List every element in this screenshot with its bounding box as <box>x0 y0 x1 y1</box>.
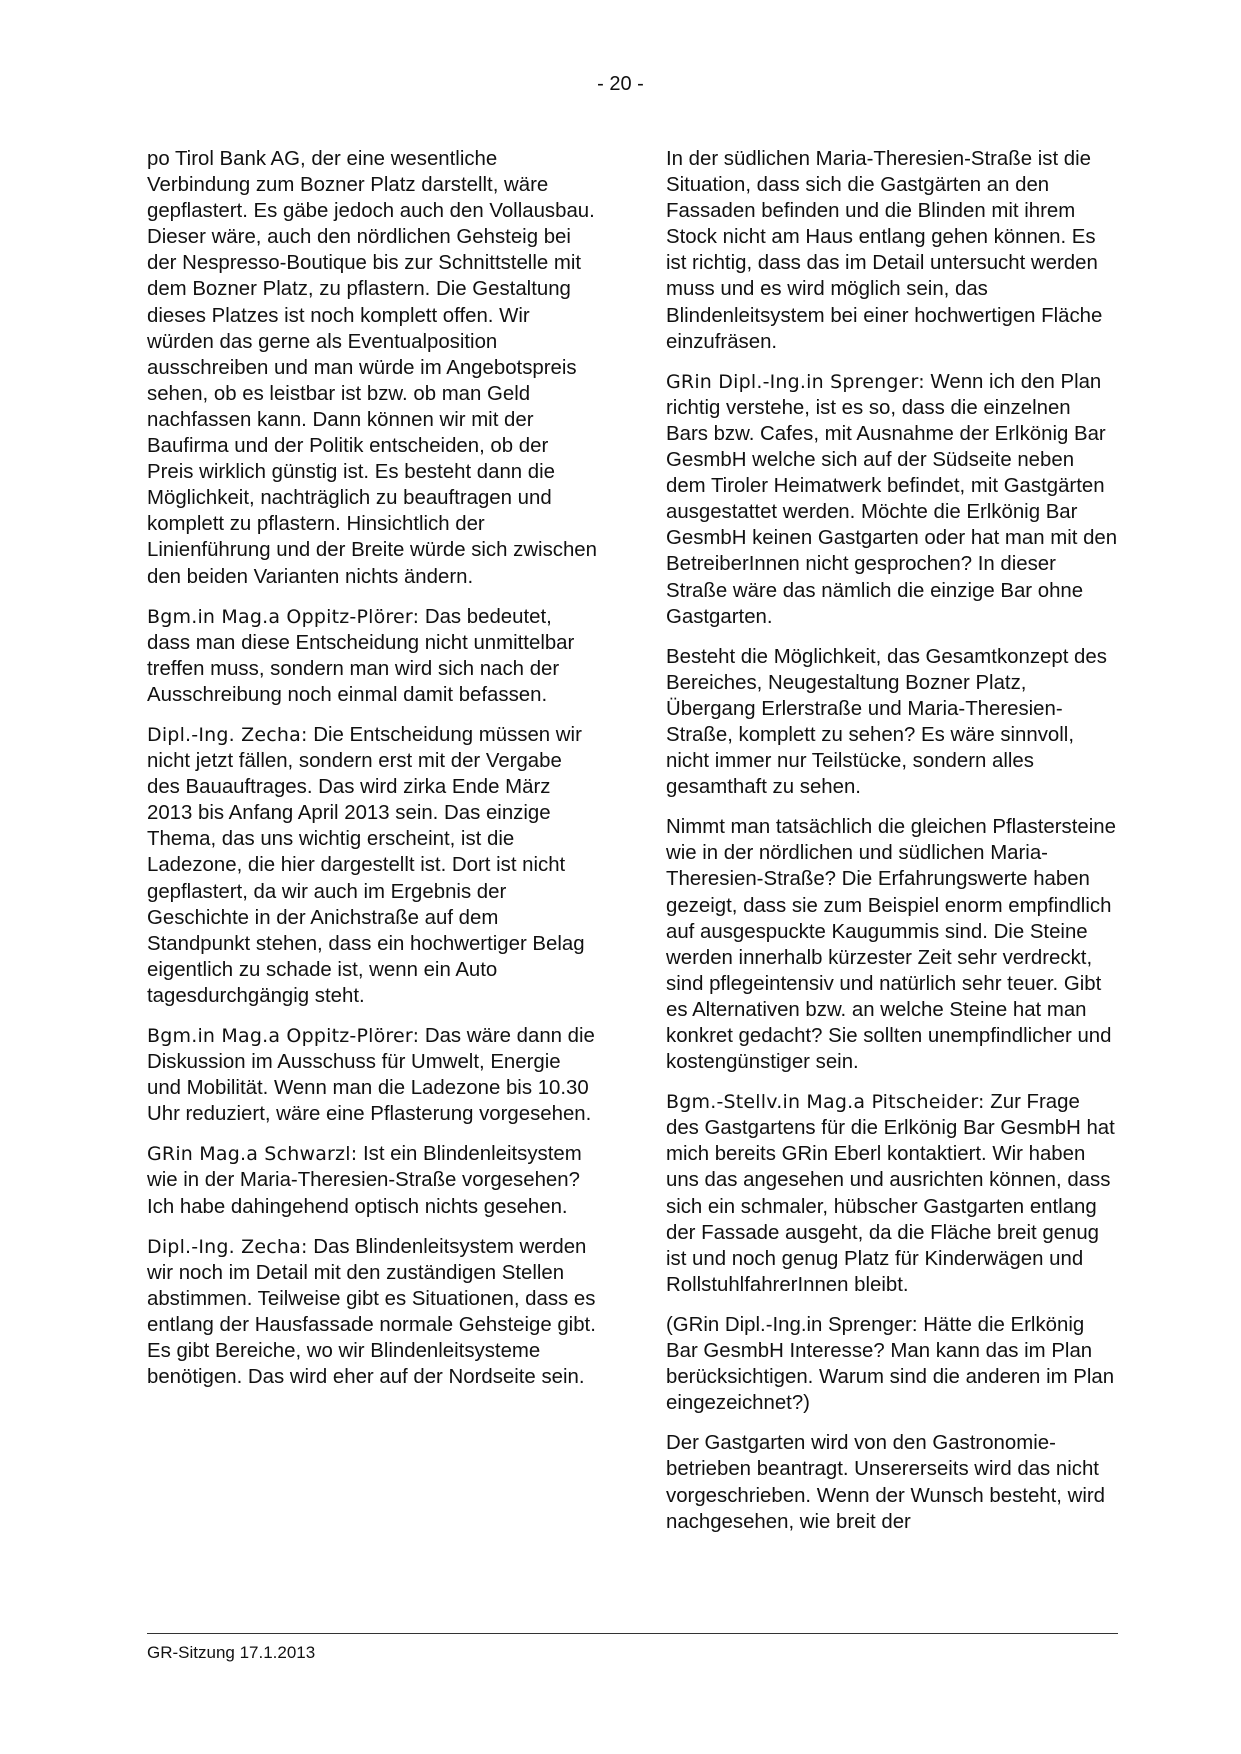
paragraph <box>666 1430 1118 1534</box>
paragraph-text: Das Blindenleitsystem werden wir noch im Detail mit den zuständigen Stellen abstimmen. Teilweise gibt es Situationen, dass es entlang der Hausfassade normale Gehsteige gibt. Es gibt Bereiche, wo wir Blindenleitsysteme benötigen. Das wird eher auf der Nordseite sein. <box>147 1235 596 1389</box>
paragraph-text: Das wäre dann die Diskussion im Ausschuss für Umwelt, Energie und Mobilität. Wenn man die Ladezone bis 10.30 Uhr reduziert, wäre eine Pflasterung vorgesehen. <box>147 1025 595 1126</box>
paragraph-text: Der Gastgarten wird von den Gastronomiebetrieben beantragt. Unsererseits wird das nicht vorgeschrieben. Wenn der Wunsch besteht, wird nachgesehen, wie breit der <box>666 1432 1106 1533</box>
paragraph <box>666 1089 1118 1298</box>
speaker-name: GRin Dipl.-Ing.in Sprenger: <box>666 370 925 393</box>
paragraph <box>666 369 1118 630</box>
paragraph <box>147 146 599 590</box>
paragraph <box>666 1312 1118 1416</box>
paragraph <box>147 722 599 1009</box>
paragraph-text: Ist ein Blindenleitsystem wie in der Maria-Theresien-Straße vorgesehen? Ich habe dahingehend optisch nichts gesehen. <box>147 1143 582 1218</box>
paragraph <box>666 644 1118 801</box>
paragraph-text: po Tirol Bank AG, der eine wesentliche Verbindung zum Bozner Platz darstellt, wäre gepflastert. Es gäbe jedoch auch den Vollausbau. Dieser wäre, auch den nördlichen Gehsteig bei der Nespresso-Boutique bis zur Schnittstelle mit dem Bozner Platz, zu pflastern. Die Gestaltung dieses Platzes ist noch komplett offen. Wir würden das gerne als Eventualposition ausschreiben und man würde im Angebotspreis sehen, ob es leistbar ist bzw. ob man Geld nachfassen kann. Dann können wir mit der Baufirma und der Politik entscheiden, ob der Preis wirklich günstig ist. Es besteht dann die Möglichkeit, nachträglich zu beauftragen und komplett zu pflastern. Hinsichtlich der Linienführung und der Breite würde sich zwischen den beiden Varianten nichts ändern. <box>147 148 597 588</box>
speaker-name: Bgm.-Stellv.in Mag.a Pitscheider: <box>666 1091 985 1114</box>
paragraph <box>147 1234 599 1391</box>
paragraph <box>147 1141 599 1219</box>
speaker-name: Bgm.in Mag.a Oppitz-Plörer: <box>147 1025 420 1047</box>
paragraph-text: In der südlichen Maria-Theresien-Straße ist die Situation, dass sich die Gastgärten an den Fassaden befinden und die Blinden mit ihrem Stock nicht am Haus entlang gehen können. Es ist richtig, dass das im Detail untersucht werden muss und es wird möglich sein, das Blindenleitsystem bei einer hochwertigen Fläche einzufräsen. <box>666 148 1103 353</box>
footer-divider <box>147 1633 1118 1634</box>
page-number: - 20 - <box>597 73 644 95</box>
paragraph-text: Nimmt man tatsächlich die gleichen Pflastersteine wie in der nördlichen und südlichen Maria-Theresien-Straße? Die Erfahrungswerte haben gezeigt, dass sie zum Beispiel enorm empfindlich auf ausgespuckte Kaugummis sind. Die Steine werden innerhalb kürzester Zeit sehr verdreckt, sind pflegeintensiv und natürlich sehr teuer. Gibt es Alternativen bzw. an welche Steine hat man konkret gedacht? Sie sollten unempfindlicher und kostengünstiger sein. <box>666 816 1116 1074</box>
paragraph-text: Besteht die Möglichkeit, das Gesamtkonzept des Bereiches, Neugestaltung Bozner Platz, Übergang Erlerstraße und Maria-Theresien-Straße, komplett zu sehen? Es wäre sinnvoll, nicht immer nur Teilstücke, sondern alles gesamthaft zu sehen. <box>666 645 1107 799</box>
speaker-name: Bgm.in Mag.a Oppitz-Plörer: <box>147 605 420 628</box>
paragraph-text: Die Entscheidung müssen wir nicht jetzt fällen, sondern erst mit der Vergabe des Bauauftrages. Das wird zirka Ende März 2013 bis Anfang April 2013 sein. Das einzige Thema, das uns wichtig erscheint, ist die Ladezone, die hier dargestellt ist. Dort ist nicht gepflastert, da wir auch im Ergebnis der Geschichte in der Anichstraße auf dem Standpunkt stehen, dass ein hochwertiger Belag eigentlich zu schade ist, wenn ein Auto tagesdurchgängig steht. <box>147 723 585 1007</box>
paragraph-text: Wenn ich den Plan richtig verstehe, ist es so, dass die einzelnen Bars bzw. Cafes, mit Ausnahme der Erlkönig Bar GesmbH welche sich auf der Südseite neben dem Tiroler Heimatwerk befindet, mit Gastgärten ausgestattet werden. Möchte die Erlkönig Bar GesmbH keinen Gastgarten oder hat man mit den BetreiberInnen nicht gesprochen? In dieser Straße wäre das nämlich die einzige Bar ohne Gastgarten. <box>666 370 1118 628</box>
left-column <box>147 146 599 1404</box>
paragraph <box>147 604 599 708</box>
right-column <box>666 146 1118 1549</box>
paragraph-text: Zur Frage des Gastgartens für die Erlkönig Bar GesmbH hat mich bereits GRin Eberl kontaktiert. Wir haben uns das angesehen und ausrichten können, dass sich ein schmaler, hübscher Gastgarten entlang der Fassade ausgeht, da die Fläche breit genug ist und noch genug Platz für Kinderwägen und RollstuhlfahrerInnen bleibt. <box>666 1091 1115 1296</box>
paragraph <box>666 146 1118 355</box>
paragraph <box>666 814 1118 1075</box>
footer-text: GR-Sitzung 17.1.2013 <box>147 1643 316 1662</box>
speaker-name: Dipl.-Ing. Zecha: <box>147 1235 308 1258</box>
paragraph-text: (GRin Dipl.-Ing.in Sprenger: Hätte die Erlkönig Bar GesmbH Interesse? Man kann das im Plan berücksichtigen. Warum sind die anderen im Plan eingezeichnet?) <box>666 1313 1115 1415</box>
paragraph <box>147 1023 599 1127</box>
paragraph-text: Das bedeutet, dass man diese Entscheidung nicht unmittelbar treffen muss, sondern man wird sich nach der Ausschreibung noch einmal damit befassen. <box>147 605 575 706</box>
speaker-name: GRin Mag.a Schwarzl: <box>147 1143 358 1166</box>
speaker-name: Dipl.-Ing. Zecha: <box>147 723 308 746</box>
